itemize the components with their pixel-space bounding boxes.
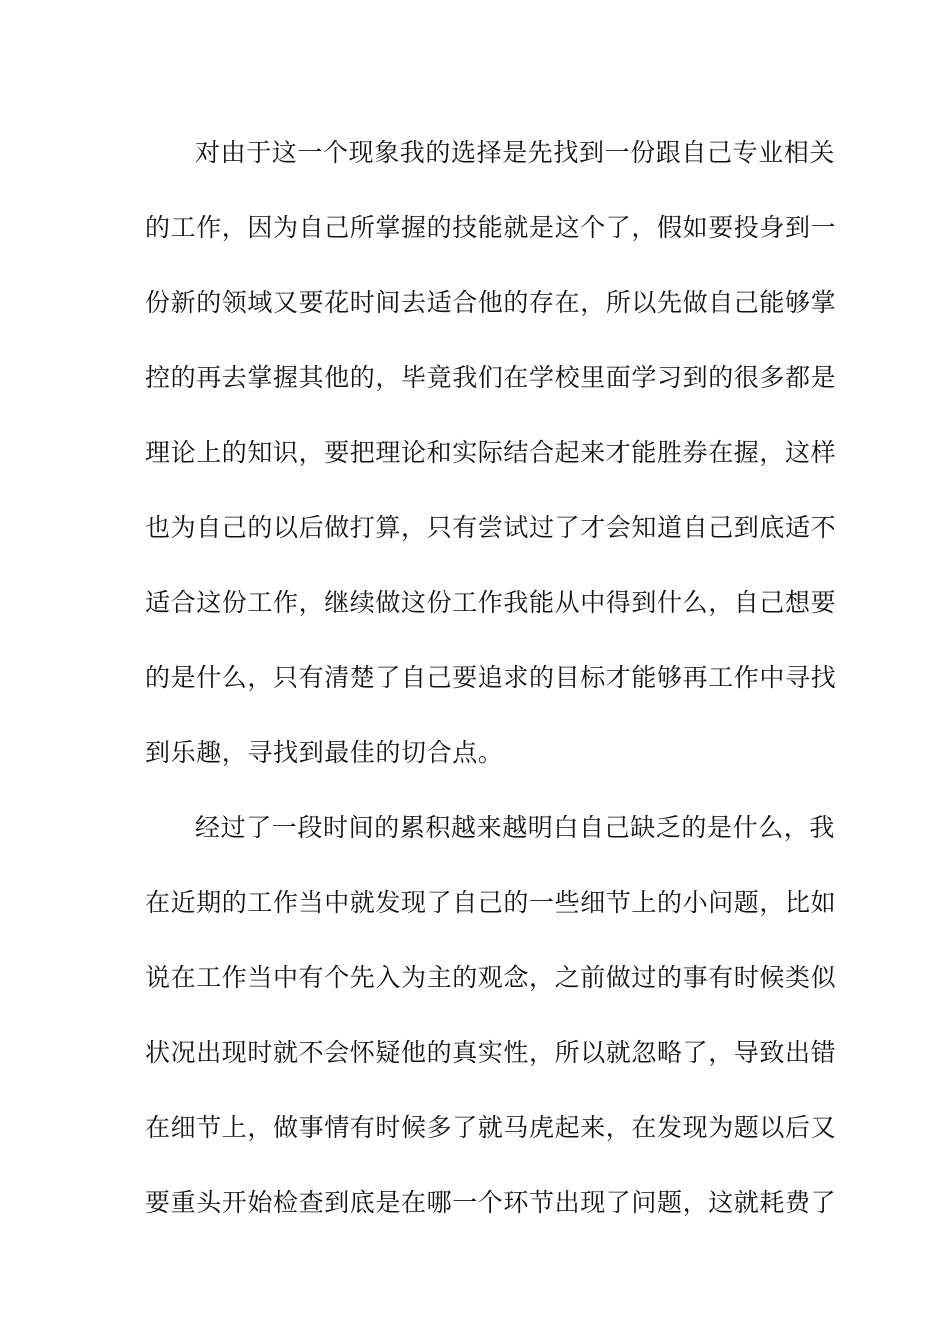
paragraph-line: 要重头开始检查到底是在哪一个环节出现了问题，这就耗费了 (145, 1188, 837, 1217)
paragraph-line: 状况出现时就不会怀疑他的真实性，所以就忽略了，导致出错 (145, 1038, 837, 1067)
document-body (145, 130, 837, 1255)
paragraph-line: 说在工作当中有个先入为主的观念，之前做过的事有时候类似 (145, 963, 837, 992)
paragraph-line: 经过了一段时间的累积越来越明白自己缺乏的是什么，我 (195, 813, 836, 842)
paragraph-line: 对由于这一个现象我的选择是先找到一份跟自己专业相关 (195, 138, 836, 167)
paragraph-line: 也为自己的以后做打算，只有尝试过了才会知道自己到底适不 (145, 513, 837, 542)
paragraph-line: 的工作，因为自己所掌握的技能就是这个了，假如要投身到一 (145, 213, 837, 242)
paragraph-line: 的是什么，只有清楚了自己要追求的目标才能够再工作中寻找 (145, 663, 837, 692)
paragraph-line: 理论上的知识，要把理论和实际结合起来才能胜券在握，这样 (145, 438, 837, 467)
paragraph-line: 份新的领域又要花时间去适合他的存在，所以先做自己能够掌 (145, 288, 837, 317)
paragraph-line: 到乐趣，寻找到最佳的切合点。 (145, 738, 504, 767)
paragraph-line: 在细节上，做事情有时候多了就马虎起来，在发现为题以后又 (145, 1113, 837, 1142)
paragraph-line: 在近期的工作当中就发现了自己的一些细节上的小问题，比如 (145, 888, 837, 917)
paragraph-1 (145, 130, 837, 805)
paragraph-2 (145, 805, 837, 1255)
paragraph-line: 控的再去掌握其他的，毕竟我们在学校里面学习到的很多都是 (145, 363, 837, 392)
paragraph-line: 适合这份工作，继续做这份工作我能从中得到什么，自己想要 (145, 588, 837, 617)
